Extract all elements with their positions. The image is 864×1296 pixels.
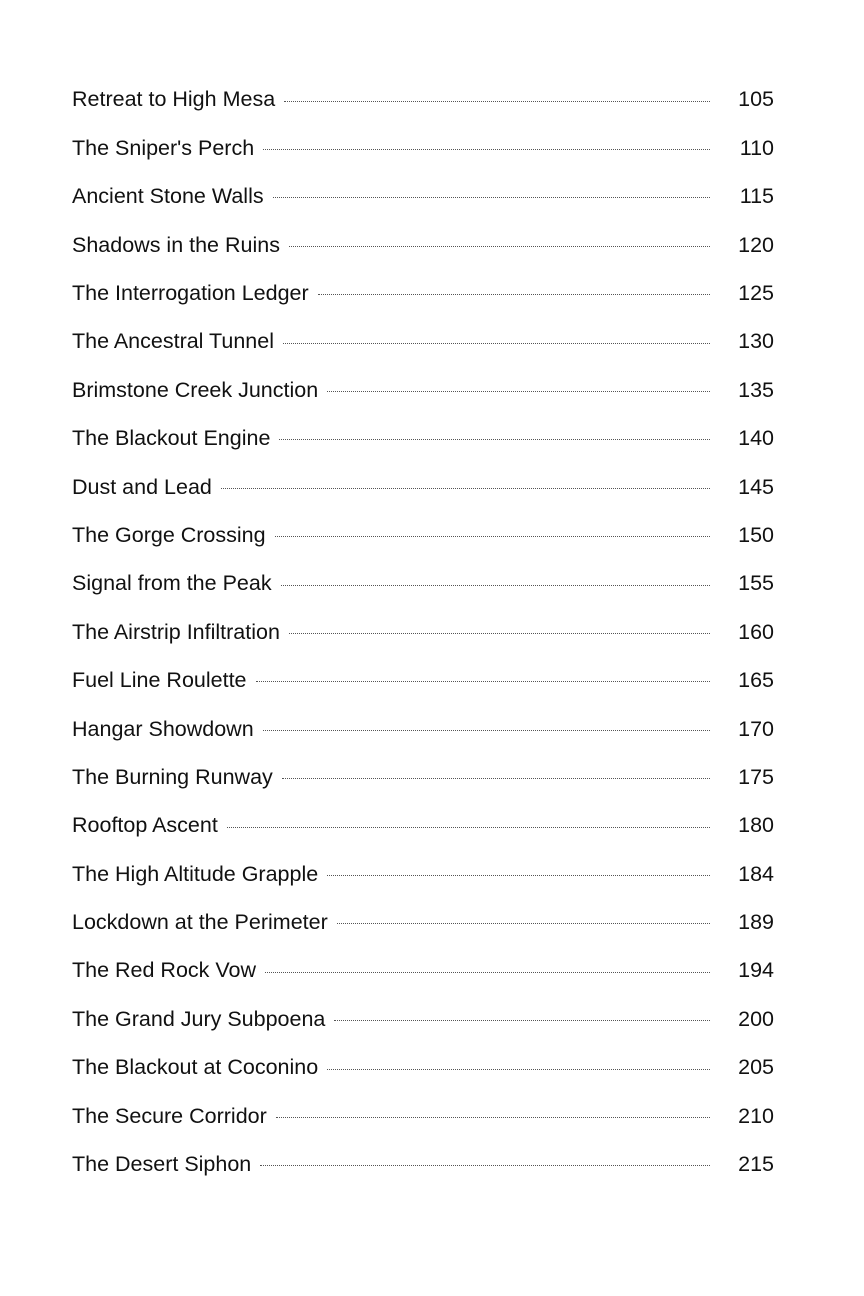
dot-leader [273, 197, 710, 198]
toc-entry-page: 140 [738, 426, 774, 451]
toc-entry-title: Brimstone Creek Junction [72, 377, 319, 402]
toc-entry-page: 165 [738, 668, 774, 693]
toc-entry-title: Shadows in the Ruins [72, 232, 280, 257]
toc-entry[interactable] [72, 899, 774, 947]
dot-leader [279, 439, 710, 440]
toc-entry-page: 210 [738, 1103, 774, 1128]
toc-entry-title: The Red Rock Vow [72, 958, 257, 983]
toc-entry-title: The Desert Siphon [72, 1152, 252, 1177]
toc-entry-page: 200 [738, 1006, 774, 1031]
toc-entry[interactable] [72, 802, 774, 850]
toc-entry-page: 180 [738, 813, 774, 838]
dot-leader [318, 294, 710, 295]
toc-entry[interactable] [72, 366, 774, 414]
toc-entry[interactable] [72, 463, 774, 511]
toc-entry-page: 194 [738, 958, 774, 983]
toc-entry-page: 115 [739, 184, 774, 209]
dot-leader [283, 343, 710, 344]
toc-entry[interactable] [72, 124, 774, 172]
toc-entry[interactable] [72, 995, 774, 1043]
toc-entry-title: The Gorge Crossing [72, 522, 266, 547]
dot-leader [334, 1020, 710, 1021]
toc-entry-page: 155 [738, 571, 774, 596]
toc-entry[interactable] [72, 76, 774, 124]
table-of-contents [72, 76, 774, 1189]
toc-entry-title: Retreat to High Mesa [72, 87, 276, 112]
toc-entry[interactable] [72, 173, 774, 221]
toc-entry-page: 105 [738, 87, 774, 112]
toc-entry[interactable] [72, 560, 774, 608]
dot-leader [327, 391, 710, 392]
toc-entry-page: 175 [738, 764, 774, 789]
dot-leader [282, 778, 710, 779]
dot-leader [284, 101, 710, 102]
toc-entry-title: The Grand Jury Subpoena [72, 1006, 326, 1031]
dot-leader [256, 681, 711, 682]
toc-entry-title: Lockdown at the Perimeter [72, 910, 328, 935]
toc-entry-page: 130 [738, 329, 774, 354]
toc-entry[interactable] [72, 270, 774, 318]
toc-entry-title: The High Altitude Grapple [72, 861, 319, 886]
toc-entry-title: The Sniper's Perch [72, 135, 255, 160]
dot-leader [265, 972, 710, 973]
toc-entry[interactable] [72, 415, 774, 463]
dot-leader [289, 246, 710, 247]
dot-leader [275, 536, 710, 537]
dot-leader [337, 923, 710, 924]
dot-leader [263, 149, 710, 150]
toc-entry[interactable] [72, 705, 774, 753]
toc-entry-title: The Interrogation Ledger [72, 281, 309, 305]
toc-entry-page: 189 [738, 910, 774, 935]
toc-entry[interactable] [72, 608, 774, 656]
toc-entry-title: Hangar Showdown [72, 716, 254, 741]
dot-leader [260, 1165, 710, 1166]
toc-entry[interactable] [72, 1044, 774, 1092]
toc-entry[interactable] [72, 318, 774, 366]
toc-entry-page: 125 [738, 281, 774, 305]
toc-entry-title: Rooftop Ascent [72, 813, 218, 838]
toc-entry-title: The Burning Runway [72, 764, 273, 789]
dot-leader [263, 730, 710, 731]
toc-entry-title: The Blackout Engine [72, 426, 271, 451]
toc-entry[interactable] [72, 512, 774, 560]
toc-entry[interactable] [72, 1141, 774, 1189]
toc-entry-page: 135 [738, 377, 774, 402]
toc-entry-title: Dust and Lead [72, 474, 212, 499]
toc-entry[interactable] [72, 947, 774, 995]
dot-leader [281, 585, 710, 586]
toc-entry-title: Ancient Stone Walls [72, 184, 264, 209]
toc-entry-page: 160 [738, 619, 774, 644]
toc-entry[interactable] [72, 850, 774, 898]
toc-entry-title: The Ancestral Tunnel [72, 329, 274, 354]
toc-entry[interactable] [72, 1092, 774, 1140]
toc-entry-page: 205 [738, 1055, 774, 1080]
dot-leader [327, 1069, 710, 1070]
dot-leader [327, 875, 710, 876]
toc-entry-page: 120 [738, 232, 774, 257]
toc-entry-title: The Airstrip Infiltration [72, 619, 280, 644]
toc-entry-title: The Secure Corridor [72, 1103, 267, 1128]
toc-entry-title: The Blackout at Coconino [72, 1055, 319, 1080]
toc-entry-title: Fuel Line Roulette [72, 668, 247, 693]
dot-leader [221, 488, 710, 489]
toc-entry-page: 184 [738, 861, 774, 886]
toc-entry[interactable] [72, 657, 774, 705]
toc-entry-title: Signal from the Peak [72, 571, 272, 596]
dot-leader [276, 1117, 710, 1118]
dot-leader [289, 633, 710, 634]
toc-entry-page: 145 [738, 474, 774, 499]
toc-entry[interactable] [72, 753, 774, 801]
toc-entry[interactable] [72, 221, 774, 269]
toc-entry-page: 170 [738, 716, 774, 741]
toc-entry-page: 110 [739, 135, 774, 160]
dot-leader [227, 827, 710, 828]
toc-entry-page: 215 [738, 1152, 774, 1177]
toc-entry-page: 150 [738, 522, 774, 547]
